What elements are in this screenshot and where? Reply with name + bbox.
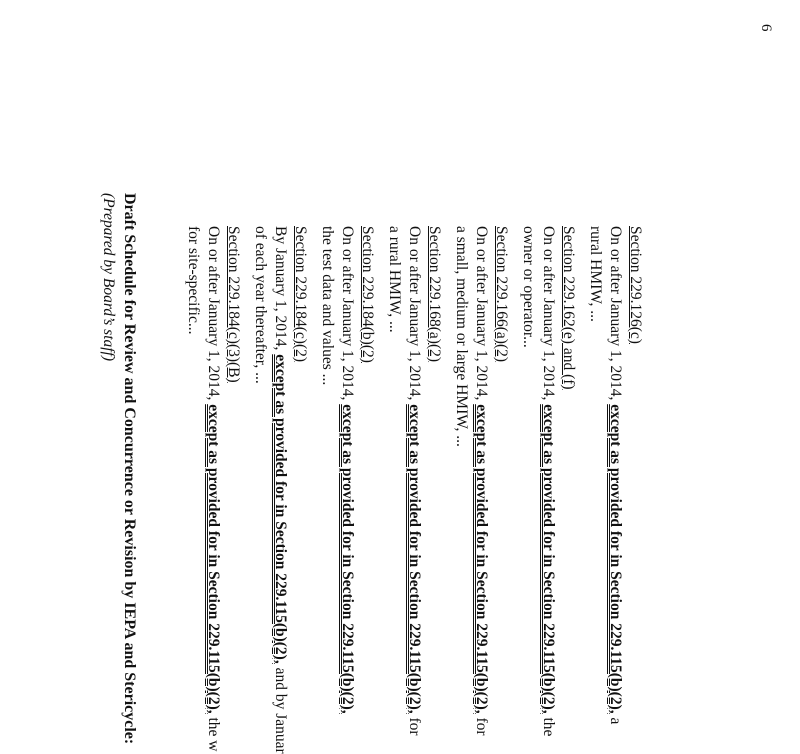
section-text-line [539,226,557,736]
inserted-text: except as provided for in Section 229.115(b)(2), [406,404,423,714]
text-pre: On or after January 1, 2014, [339,226,356,405]
section-heading: Section 229.184(c)(2) [292,226,309,363]
inserted-text: except as provided for in Section 229.115(b)(2), [607,404,624,714]
prepared-by-note: (Prepared by Board’s staff) [100,193,117,362]
section-heading: Section 229.166(a)(2) [493,226,510,363]
section-text-line: for site-specific... [185,226,202,335]
text-post: the w [205,713,222,752]
section-text-line [204,226,222,752]
text-pre: On or after January 1, 2014, [540,226,557,405]
section-text-line [338,226,356,714]
section-heading: Section 229.168(a)(2) [426,226,443,363]
section-text-line [472,226,490,736]
section-heading: Section 229.184(b)(2) [359,226,376,363]
section-heading: Section 229.126(c) [627,226,644,344]
section-heading: Section 229.162(e) and (f) [560,226,577,390]
text-pre: By January 1, 2014, [272,226,289,355]
section-heading: Section 229.184(c)(3)(B) [225,226,242,383]
section-text-line: a small, medium or large HMIW, ... [453,226,470,447]
inserted-text: except as provided for in Section 229.115(b)(2), [272,354,289,664]
inserted-text: except as provided for in Section 229.115(b)(2), [540,404,557,714]
text-post: and by Januar [272,663,289,754]
page-number: 6 [758,24,774,32]
section-text-line: of each year thereafter, ... [252,226,269,384]
text-pre: On or after January 1, 2014, [473,226,490,405]
text-pre: On or after January 1, 2014, [205,226,222,405]
text-post: the [540,713,557,737]
text-post: a [607,713,624,725]
text-post: for [473,713,490,736]
section-text-line: the test data and values ... [319,226,336,386]
text-pre: On or after January 1, 2014, [607,226,624,405]
section-text-line: rural HMIW, ... [587,226,604,322]
section-text-line [271,226,289,754]
section-text-line [405,226,423,736]
text-post: for [406,713,423,736]
section-text-line: owner or operator... [520,226,537,348]
section-text-line: a rural HMIW, ... [386,226,403,333]
section-text-line [606,226,624,724]
inserted-text: except as provided for in Section 229.115(b)(2), [473,404,490,714]
inserted-text: except as provided for in Section 229.115(b)(2), [339,404,356,714]
schedule-heading: Draft Schedule for Review and Concurrence or Revision by IEPA and Stericycle: [121,193,138,745]
inserted-text: except as provided for in Section 229.115(b)(2), [205,404,222,714]
text-pre: On or after January 1, 2014, [406,226,423,405]
